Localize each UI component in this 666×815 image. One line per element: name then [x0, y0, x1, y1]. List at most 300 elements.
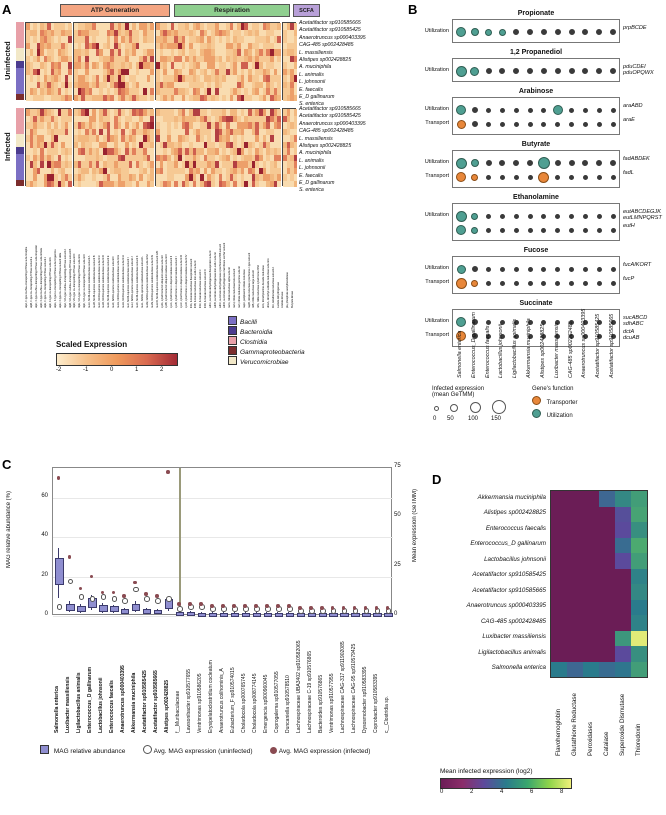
heatmap-cell [150, 181, 154, 188]
column-label: nuoN, NADH-quinone oxidoreductase subunit N [150, 255, 154, 308]
b-dot [472, 121, 478, 127]
b-dot [528, 281, 533, 286]
c-dot-uninfected [112, 596, 118, 602]
b-row-label-left: Transport [425, 279, 449, 285]
b-dot [597, 175, 602, 180]
b-block-frame [452, 97, 620, 135]
column-label: nuoC, NADH-quinone oxidoreductase subunit C [97, 255, 101, 308]
colorbar-title: Scaled Expression [56, 340, 128, 349]
b-dot [500, 228, 505, 233]
column-label: sdhD, succinate dehydrogenase membrane anchor subunit [223, 242, 227, 308]
b-dot [569, 68, 575, 74]
condition-label-infected: Infected [3, 132, 12, 162]
c-xlabel: Lactobacillus johnsonii [98, 677, 105, 733]
heatmap-cell [277, 181, 281, 188]
column-label: atpF, F-type H+-transporting ATPase subunit b [49, 257, 53, 308]
d-row-label: Acetatifactor sp910585665 [472, 586, 546, 594]
b-dot [486, 228, 491, 233]
b-dot [555, 214, 560, 219]
c-ytick-right: 25 [394, 561, 401, 568]
legend-swatch-bacteroidia [228, 326, 237, 335]
column-label: nirB, nitrite reductase large subunit [252, 270, 256, 308]
c-xlabel: Lawsonibacter sp910577655 [186, 669, 193, 733]
c-xlabel: Acetatifactor sp910585665 [153, 670, 160, 733]
b-dot [583, 267, 588, 272]
d-cell [615, 646, 631, 662]
c-dot-uninfected [144, 596, 150, 602]
column-label: ttrA, tetrathionate reductase subunit A [271, 266, 275, 308]
b-column-label: Acetatifactor sp910585425 [595, 313, 602, 378]
d-cell [551, 507, 567, 523]
heatmap-uninfected-scfa [282, 22, 296, 100]
b-column-label: Enterococcus_D gallinarum [470, 312, 477, 378]
legend-swatch-mag-abundance [40, 745, 49, 754]
b-dot [597, 108, 602, 113]
b-column-label: Alistipes sp002428825 [539, 323, 546, 378]
b-dot [500, 175, 505, 180]
d-cell [583, 569, 599, 585]
b-dot [456, 225, 466, 235]
b-dot [538, 172, 549, 183]
d-cell [599, 646, 615, 662]
group-header-atp: ATP Generation [60, 4, 170, 17]
d-legend-gradient [440, 778, 572, 789]
d-cell [551, 615, 567, 631]
d-column-label: Thioredoxin [635, 723, 642, 756]
c-dot-infected [57, 476, 61, 480]
b-dot [541, 29, 547, 35]
d-cell [567, 631, 583, 647]
b-dot [555, 160, 561, 166]
b-column-label: Luxibacter massiliensis [553, 322, 560, 378]
c-box [110, 606, 118, 612]
b-row-label-right: araE [623, 117, 635, 123]
panel-b-letter: B [408, 2, 418, 17]
heatmap-uninfected-left [25, 22, 71, 100]
d-cell [567, 646, 583, 662]
c-xlabel: Anaerotruncus sp000403395 [120, 665, 127, 733]
d-cell [599, 615, 615, 631]
b-dot [610, 160, 616, 166]
column-label: cydA, cytochrome bd ubiquinol oxidase subunit I [160, 255, 164, 308]
b-block-title: Butyrate [521, 141, 551, 148]
c-dot-uninfected [133, 587, 139, 593]
c-xlabel: Enterococcus_D gallinarum [87, 666, 94, 733]
d-cell [583, 522, 599, 538]
b-blocks [404, 0, 666, 341]
column-label: nuoK, NADH-quinone oxidoreductase subunit K [136, 255, 140, 308]
column-label: narI, nitrate reductase gamma subunit [237, 266, 241, 308]
c-dot-infected [265, 604, 269, 608]
b-block-title: 1,2 Propanediol [509, 49, 563, 56]
d-row-label: Salmonella enterica [491, 664, 546, 672]
b-dot [528, 175, 533, 180]
heatmap-cell [68, 95, 72, 102]
column-label: atpE, F-type H+-transporting ATPase subunit c [44, 257, 48, 308]
heatmap-cell [150, 95, 154, 102]
b-dot [500, 214, 505, 219]
b-dot [611, 214, 616, 219]
panel-c-letter: C [2, 457, 12, 472]
b-dot [569, 281, 574, 286]
c-dot-uninfected [155, 598, 161, 604]
d-cell [551, 662, 567, 678]
b-block-frame [452, 150, 620, 188]
d-cell [599, 600, 615, 616]
d-row-label: Enterococcus_D gallinarum [470, 540, 546, 548]
taxa-colorstrip-uninfected [16, 22, 24, 100]
b-dot [514, 267, 519, 272]
c-dot-infected [79, 587, 83, 591]
c-xlabel: c__Clostridia sp. [383, 696, 390, 733]
c-ytick-left: 60 [41, 492, 48, 499]
c-dot-infected [298, 606, 302, 610]
c-ylabel-left: MAG relative abundance (%) [6, 491, 12, 569]
b-dot [486, 122, 491, 127]
column-label: nuoI, NADH-quinone oxidoreductase subunit I [126, 257, 130, 308]
b-row-label-right: sucABCD sdhABC [623, 315, 648, 327]
column-label: ntpK, V/A-type H+-transporting ATPase subunit K [83, 254, 87, 308]
c-xlabel: Bacteroides sp910576865 [317, 674, 324, 733]
b-dot [499, 29, 506, 36]
d-cell [615, 553, 631, 569]
d-cell [583, 507, 599, 523]
c-dot-uninfected [57, 604, 63, 610]
legend-swatch-gammaproteobacteria [228, 346, 237, 355]
c-xlabel: Dysosmobacter sp910583395 [361, 666, 368, 733]
column-label: nuoCD, NADH-quinone oxidoreductase subunit C/D [155, 250, 159, 308]
c-xlabel: Erysipelatoclostridium cocleatum [208, 660, 215, 733]
c-dot-uninfected [101, 594, 107, 600]
column-label: pta, phosphate acetyltransferase [286, 272, 290, 308]
group-header-scfa: SCFA [293, 4, 320, 17]
b-dot [611, 228, 616, 233]
column-label: nuoD, NADH-quinone oxidoreductase subunit D [102, 255, 106, 308]
b-row-label-left: Utilization [424, 159, 449, 165]
c-xlabel: f__Muribaculaceae [175, 690, 182, 733]
c-dot-uninfected [90, 596, 96, 602]
heatmap-infected-mid [73, 108, 153, 186]
d-row-label: Anaerotruncus sp000403395 [466, 602, 546, 610]
c-xlabels [52, 617, 392, 737]
b-dot [470, 67, 479, 76]
d-row-label: Luxibacter massiliensis [482, 633, 546, 641]
b-dot [569, 29, 575, 35]
column-label: nuoG, NADH-quinone oxidoreductase subunit G [116, 254, 120, 308]
c-box [77, 606, 85, 612]
panel-b [404, 0, 666, 460]
d-cell [631, 538, 647, 554]
d-cell [631, 600, 647, 616]
d-cell [631, 522, 647, 538]
d-cell [567, 522, 583, 538]
c-dot-uninfected [68, 579, 74, 585]
b-row-label-right: dctA dcuAB [623, 329, 640, 341]
row-labels-uninfected: Acetatifactor sp910585665 Acetatifactor sp910585425 Anaerotruncus sp000403395 CAG-485 sp002428485 L. massiliensis Alistipes sp002428825 A. muciniphila L. animalis L. johnsonii E. faecalis E_D gallinarum S. enterica [299, 20, 366, 108]
c-xlabel: Salmonella enterica [54, 686, 61, 733]
b-dot [611, 122, 616, 127]
d-row-label: Akkermansia muciniphila [477, 493, 546, 501]
legend-dot-utilization [532, 409, 541, 418]
column-label: Acetate kinase [281, 291, 285, 308]
c-xlabel: Lachnospiraceae UBA3402 sp910582065 [295, 640, 302, 733]
c-xlabel: Ventrimonas sp910586205 [197, 673, 204, 733]
d-cell [631, 615, 647, 631]
c-xlabel: Lachnospiraceae CAG-317 sp911902085 [339, 641, 346, 733]
d-cell [599, 491, 615, 507]
b-block-title: Arabinose [518, 88, 554, 95]
d-cell [615, 600, 631, 616]
c-box [176, 612, 184, 616]
c-box [143, 609, 151, 614]
column-label: atpB, F-type H+-transporting ATPase subunit a [29, 256, 33, 308]
b-dot [555, 29, 561, 35]
b-row-label-left: Utilization [424, 106, 449, 112]
row-labels-infected: Acetatifactor sp910585665 Acetatifactor sp910585425 Anaerotruncus sp000403395 CAG-485 sp002428485 L. massiliensis Alistipes sp002428825 A. muciniphila L. animalis L. johnsonii E. faecalis E_D gallinarum S. enterica [299, 106, 366, 194]
b-row-label-right: prpBCDE [623, 25, 647, 31]
c-plot-area [52, 467, 392, 615]
d-cell [599, 631, 615, 647]
b-row-label-left: Utilization [424, 28, 449, 34]
d-cell [599, 538, 615, 554]
d-cell [631, 631, 647, 647]
c-dot-uninfected [177, 606, 183, 612]
c-xlabel: Lachnospiraceae CAG-95 sp910579425 [350, 643, 357, 733]
b-row-label-left: Transport [425, 173, 449, 179]
b-row-label-left: Utilization [424, 67, 449, 73]
d-row-label: Enterococcus faecalis [485, 524, 546, 532]
column-label: nuoM, NADH-quinone oxidoreductase subunit M [145, 254, 149, 308]
c-dot-infected [133, 581, 137, 585]
b-column-labels [452, 302, 615, 382]
panel-d [430, 470, 666, 815]
column-label: napB, nitrate reductase cytochrome c-type subunit [247, 252, 251, 308]
d-cell [599, 522, 615, 538]
b-dot [611, 267, 616, 272]
d-cell [599, 553, 615, 569]
d-cell [567, 491, 583, 507]
b-block-frame [452, 256, 620, 294]
column-label: nuoL, NADH-quinone oxidoreductase subunit L [141, 256, 145, 308]
b-dot [471, 280, 478, 287]
b-dot [514, 108, 519, 113]
b-dot [583, 175, 588, 180]
column-label: nuoA, NADH-quinone oxidoreductase subunit A [87, 255, 91, 308]
b-dot [514, 281, 519, 286]
heatmap-infected-right [155, 108, 280, 186]
legend-swatch-bacilli [228, 316, 237, 325]
b-row-label-right: fucP [623, 276, 635, 282]
c-dot-infected [90, 575, 94, 579]
b-dot [541, 68, 547, 74]
d-cell [583, 646, 599, 662]
heatmap-cell [68, 181, 72, 188]
c-ytick-left: 20 [41, 571, 48, 578]
b-block-title: Ethanolamine [513, 194, 559, 201]
column-label: frdA, fumarate reductase flavoprotein subunit [189, 258, 193, 308]
d-cell [567, 507, 583, 523]
column-label: cydB, cytochrome bd ubiquinol oxidase subunit II [165, 254, 169, 308]
c-dot-uninfected [122, 598, 128, 604]
b-column-label: Salmonella enterica [457, 330, 463, 378]
b-dot [456, 105, 466, 115]
b-block-title: Succinate [519, 300, 553, 307]
b-dot [583, 281, 588, 286]
column-label: nuoH, NADH-quinone oxidoreductase subunit H [121, 255, 125, 308]
c-box [55, 558, 63, 585]
b-dot [583, 214, 588, 219]
legend-dot-uninfected [143, 745, 152, 754]
b-dot [611, 281, 616, 286]
panel-a [0, 0, 400, 420]
d-cell [631, 646, 647, 662]
b-dot [528, 108, 533, 113]
b-dot [457, 120, 466, 129]
c-dot-infected [112, 591, 116, 595]
d-cell [615, 615, 631, 631]
b-dot [610, 68, 616, 74]
b-dot [456, 66, 467, 77]
column-label: narG, nitrate reductase alpha subunit [228, 267, 232, 308]
b-dot [569, 108, 574, 113]
b-dot [555, 267, 560, 272]
d-cell [567, 584, 583, 600]
d-cell [567, 538, 583, 554]
b-dot [538, 157, 550, 169]
column-label: napA, periplasmic nitrate reductase [242, 269, 246, 308]
b-dot [471, 159, 479, 167]
b-column-label: Enterococcus faecalis [484, 325, 491, 378]
b-dot [456, 172, 466, 182]
taxa-legend: Bacilli Bacteroidia Clostridia Gammaproteobacteria Verucomicrobiae [228, 316, 305, 366]
c-dot-infected [68, 555, 72, 559]
column-label: frdD, fumarate reductase subunit D [204, 269, 208, 308]
d-cell [615, 631, 631, 647]
b-dot [514, 228, 519, 233]
c-dot-infected [287, 604, 291, 608]
c-ytick-left: 0 [44, 611, 48, 617]
c-xlabel: Coprobacter sp910583395 [372, 673, 379, 733]
column-label: dmsA, dimethyl sulfoxide reductase subunit A [266, 258, 270, 308]
group-header-respiration: Respiration [174, 4, 290, 17]
d-cell [615, 569, 631, 585]
legend-swatch-clostridia [228, 336, 237, 345]
b-dot [541, 108, 546, 113]
d-cell [631, 584, 647, 600]
d-cell [551, 631, 567, 647]
c-xlabel: Choladocola sp000765745 [240, 673, 247, 733]
column-label: cyoD, cytochrome o ubiquinol oxidase subunit IV [184, 254, 188, 308]
panel-c [0, 455, 430, 815]
b-dot [597, 122, 602, 127]
d-cell [567, 569, 583, 585]
heatmap-infected-scfa [282, 108, 296, 186]
b-block-title: Fucose [523, 247, 549, 254]
b-column-label: Lactobacillus johnsonii [498, 324, 505, 378]
scaled-expression-legend: Scaled Expression -2 -1 0 1 2 [56, 340, 178, 377]
c-dot-infected [210, 604, 214, 608]
column-label: Butyrate kinase [291, 290, 295, 308]
b-dot [471, 227, 478, 234]
b-column-label: CAG-485 sp002362485 [567, 321, 574, 378]
d-cell [551, 584, 567, 600]
d-cell [631, 491, 647, 507]
b-dot [555, 281, 560, 286]
c-dot-infected [188, 602, 192, 606]
b-block-title: Propionate [517, 10, 555, 17]
c-dot-uninfected [79, 594, 85, 600]
heatmap-uninfected-mid [73, 22, 153, 100]
d-cell [631, 507, 647, 523]
b-row-label-right: eutABCDEGJK eutLMNPQRST [623, 209, 662, 221]
b-block-frame [452, 203, 620, 241]
c-gridline [53, 537, 393, 538]
b-dot [597, 214, 602, 219]
c-ytick-right: 50 [394, 512, 401, 519]
b-dot [583, 122, 588, 127]
d-cell [615, 584, 631, 600]
b-dot [472, 266, 478, 272]
c-xlabel: Akkermansia muciniphila [131, 672, 138, 733]
d-column-label: Flavohemoglobin [555, 708, 562, 756]
d-cell [583, 631, 599, 647]
b-row-label-left: Transport [425, 332, 449, 338]
b-dot [456, 211, 467, 222]
d-cell [551, 553, 567, 569]
b-dot [610, 29, 616, 35]
b-dot [555, 228, 560, 233]
c-ylabel-right: Mean expression (GeTMM) [412, 489, 418, 563]
d-cell [551, 491, 567, 507]
d-cell [551, 600, 567, 616]
c-xlabel: Eubacterium_F sp910574015 [229, 667, 236, 733]
legend-dot-infected [270, 747, 277, 754]
b-dot [569, 267, 574, 272]
c-divider [179, 468, 181, 616]
d-cell [567, 600, 583, 616]
b-dot [486, 214, 491, 219]
d-cell [599, 584, 615, 600]
c-dot-infected [155, 594, 159, 598]
heatmap-cell [294, 181, 298, 188]
b-dot [569, 122, 574, 127]
d-column-labels [550, 678, 646, 758]
d-heatmap [550, 490, 648, 678]
column-label: cyoC, cytochrome o ubiquinol oxidase subunit III [179, 255, 183, 308]
b-row-label-left: Utilization [424, 212, 449, 218]
c-yticks-left [34, 463, 50, 619]
d-cell [583, 662, 599, 678]
panel-d-letter: D [432, 472, 442, 487]
d-row-label: Lactobacillus johnsonii [484, 555, 546, 563]
c-xlabel: Emergencia sp900960045 [262, 674, 269, 733]
b-dot [583, 108, 588, 113]
b-dot [471, 174, 478, 181]
c-ytick-left: 40 [41, 532, 48, 539]
d-column-label: Glutathione Reductase [571, 693, 578, 756]
d-cell [599, 507, 615, 523]
d-cell [583, 615, 599, 631]
b-dot [541, 214, 546, 219]
c-legend: MAG relative abundance Avg. MAG expression (uninfected) Avg. MAG expression (infected) [40, 745, 370, 755]
column-label: nuoF, NADH-quinone oxidoreductase subunit F [112, 256, 116, 308]
b-dot [471, 213, 478, 220]
c-dot-infected [276, 604, 280, 608]
b-dot [500, 108, 505, 113]
b-dot [555, 175, 560, 180]
b-dot [457, 265, 466, 274]
d-row-labels [430, 490, 548, 676]
